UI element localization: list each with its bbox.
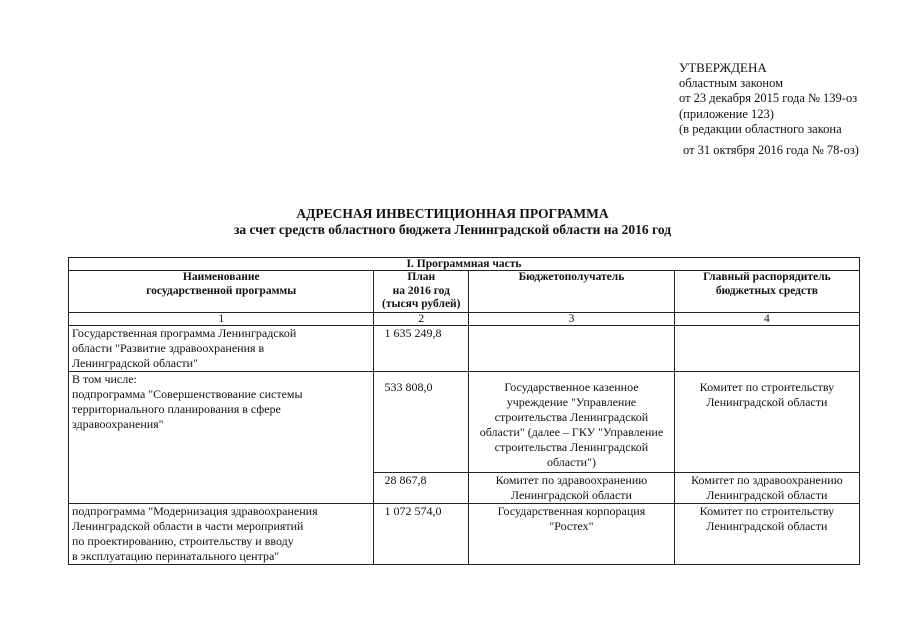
header-line: государственной программы [146,284,297,297]
plan-cell [374,371,469,472]
cell-line: строительства Ленинградской [494,439,649,454]
recipient-cell [469,472,675,503]
cell-line: территориального планирования в сфере [72,401,281,416]
header-line: Главный распорядитель [703,271,831,283]
cell-line: Комитет по строительству [699,503,835,518]
header-line: (тысяч рублей) [382,298,461,310]
table-part-row [69,258,860,271]
recipient-cell [469,371,675,472]
recipient-cell [469,325,675,371]
col-number: 1 [69,312,374,325]
table-header-row [69,271,860,313]
manager-cell [674,472,859,503]
column-number-row [69,312,860,325]
header-line: бюджетных средств [715,284,818,297]
cell-line: области "Развитие здравоохранения в [72,340,265,355]
table-row [69,325,860,371]
cell-line: Комитет по строительству [699,379,835,394]
cell-line: в эксплуатацию перинатального центра" [72,548,280,563]
cell-line: Ленинградской области [706,394,828,409]
approval-stamp [679,60,859,159]
cell-line: "Ростех" [549,518,594,533]
table-row [69,371,860,472]
approval-line: от 31 октября 2016 года № 78-оз) [683,142,859,157]
cell-line: области" (далее – ГКУ "Управление [479,424,664,439]
approval-title: УТВЕРЖДЕНА [679,60,767,75]
cell-line: Государственная корпорация [497,503,646,518]
cell-line: Ленинградской области [706,518,828,533]
document-subtitle: за счет средств областного бюджета Ленинградской области на 2016 год [233,222,672,237]
col-number: 3 [469,312,675,325]
program-name-cell [69,325,374,371]
approval-line: (приложение 123) [679,106,774,121]
cell-line: Государственная программа Ленинградской [72,325,297,340]
header-program-name [69,271,374,313]
plan-cell: 1 072 574,0 [374,503,469,564]
header-plan [374,271,469,313]
cell-line: строительства Ленинградской [494,409,649,424]
document-title: АДРЕСНАЯ ИНВЕСТИЦИОННАЯ ПРОГРАММА [296,206,609,221]
plan-value: 533 808,0 [384,379,433,394]
recipient-cell [469,503,675,564]
col-number: 2 [374,312,469,325]
part-title: I. Программная часть [69,258,860,271]
plan-cell: 1 635 249,8 [374,325,469,371]
plan-cell: 28 867,8 [374,472,469,503]
col-number: 4 [674,312,859,325]
cell-line: Комитет по здравоохранению [691,472,843,487]
table-row [69,503,860,564]
header-recipient [469,271,675,313]
cell-line: Комитет по здравоохранению [495,472,648,487]
program-name-cell [69,503,374,564]
manager-cell [674,325,859,371]
cell-line: Ленинградской области [706,487,828,502]
cell-line: здравоохранения" [72,416,164,431]
approval-line: областным законом [679,75,784,90]
cell-line: Государственное казенное [504,379,639,394]
cell-line: подпрограмма "Совершенствование системы [72,386,303,401]
header-line: на 2016 год [392,284,450,297]
cell-line: Ленинградской области" [72,355,198,370]
manager-cell [674,503,859,564]
header-manager [674,271,859,313]
cell-line: по проектированию, строительству и вводу [72,533,294,548]
approval-line: от 23 декабря 2015 года № 139-оз [679,91,858,106]
cell-line: области") [546,454,596,469]
cell-line: подпрограмма "Модернизация здравоохранения [72,503,318,518]
program-table [68,257,860,565]
header-line: Бюджетополучатель [518,271,625,283]
cell-line: В том числе: [72,371,137,386]
header-line: Наименование [182,271,260,283]
cell-line: Ленинградской области в части мероприятий [72,518,304,533]
approval-line: (в редакции областного закона [679,122,842,137]
header-line: План [407,271,436,283]
program-name-cell [69,371,374,503]
cell-line: Ленинградской области [510,487,632,502]
manager-cell [674,371,859,472]
cell-line: учреждение "Управление [506,394,637,409]
